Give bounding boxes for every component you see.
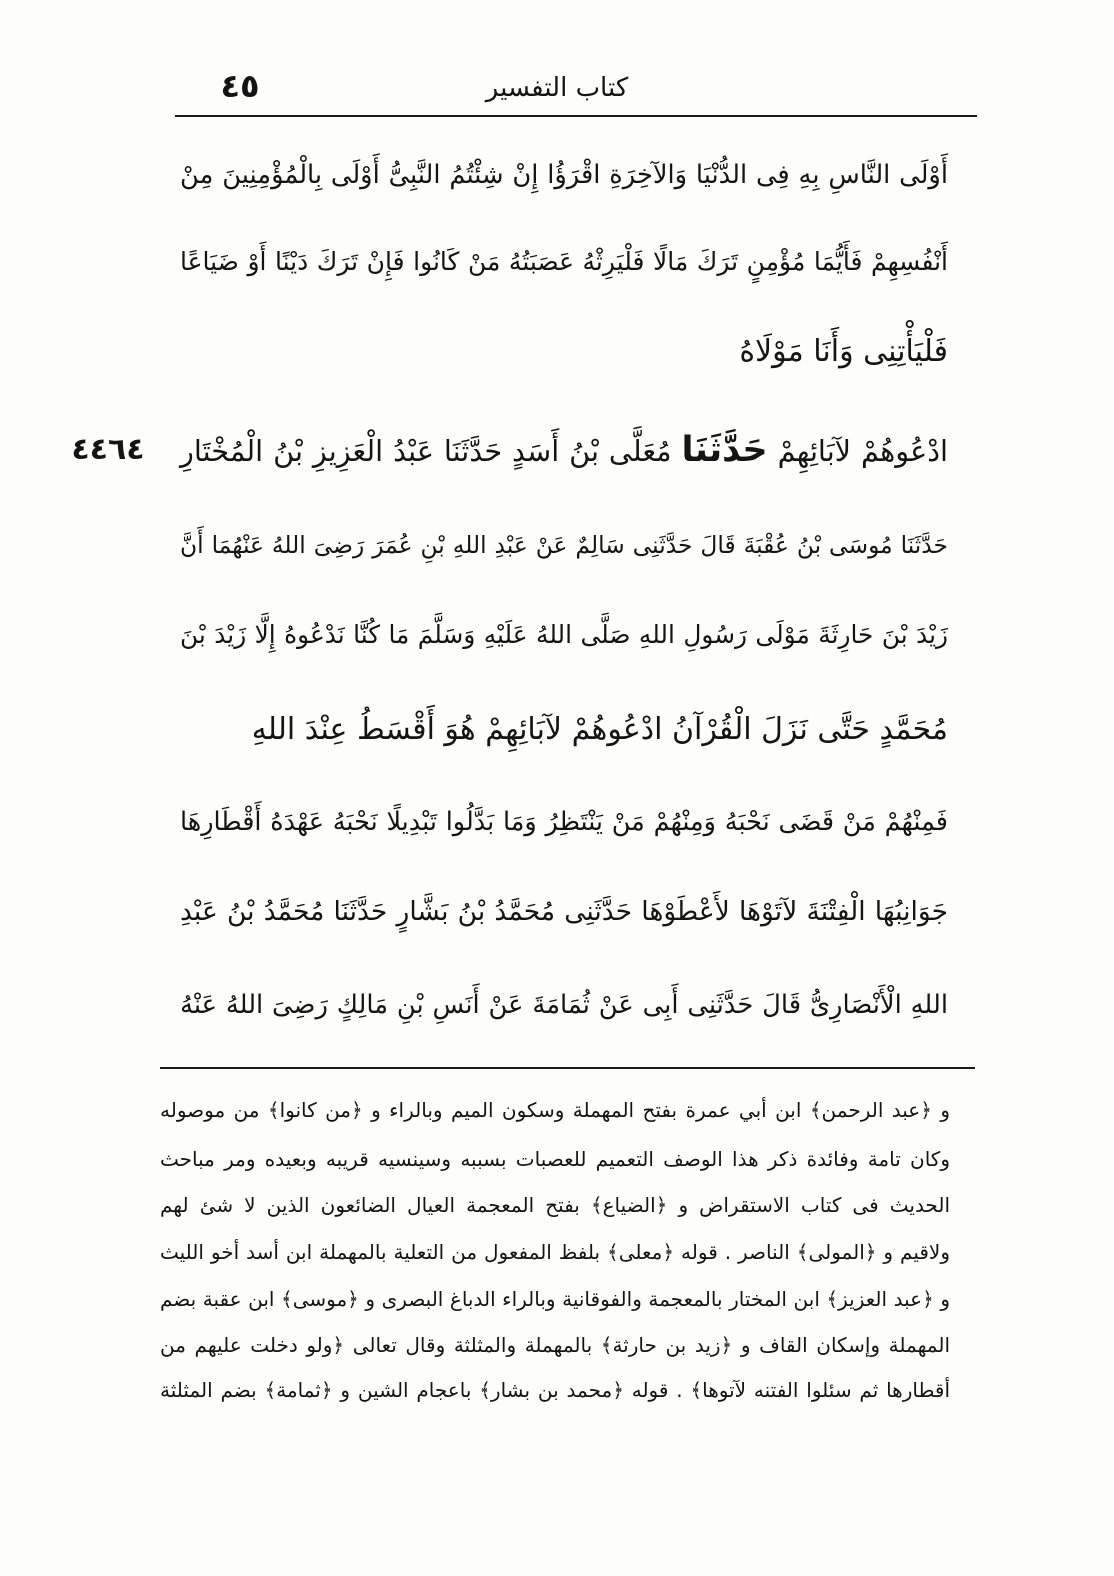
main-text-line-content: زَيْدَ بْنَ حَارِثَةَ مَوْلَى رَسُولِ اللهِ صَلَّى اللهُ عَلَيْهِ وَسَلَّمَ مَا كُنَّا نَدْعُوهُ إِلَّا زَيْدَ بْنَ [180, 620, 948, 649]
page-number: ٤٥ [220, 67, 260, 105]
footnote-line-content: و ﴿عبد العزيز﴾ ابن المختار بالمعجمة والفوقانية وبالراء الدباغ البصرى و ﴿موسى﴾ ابن عقبة بضم [160, 1287, 950, 1311]
main-text-line-content: جَوَانِبُهَا الْفِتْنَةَ لآتَوْهَا لأَعْطَوْهَا حَدَّثَنِى مُحَمَّدُ بْنُ بَشَّارٍ حَدَّثَنَا مُحَمَّدُ بْنُ عَبْدِ [180, 896, 948, 927]
footnote-line-5 [160, 1279, 950, 1319]
footnote-line-6 [160, 1325, 950, 1365]
main-text-line-5 [180, 515, 948, 575]
main-text-line-6 [180, 605, 948, 665]
footnote-line-3 [160, 1185, 950, 1225]
main-text-line-8 [180, 792, 972, 852]
footnote-line-4 [160, 1232, 950, 1272]
main-text-line-content: أَوْلَى النَّاسِ بِهِ فِى الدُّنْيَا وَالآخِرَةِ اقْرَؤُا إِنْ شِئْتُمُ النَّبِىُّ أَوْلَى بِالْمُؤْمِنِينَ مِنْ [180, 160, 948, 190]
hadith-number: ٤٤٦٤ [71, 432, 145, 467]
running-head-title: كتاب التفسير [485, 73, 629, 103]
footnote-line-content: أقطارها ثم سئلوا الفتنه لآتوها﴾ . قوله ﴿محمد بن بشار﴾ باعجام الشين و ﴿ثمامة﴾ بضم المثلثة [160, 1378, 950, 1402]
main-text-line-content [180, 420, 948, 481]
header-rule [175, 115, 977, 117]
main-text-line-content: فَلْيَأْتِنِى وَأَنَا مَوْلَاهُ [739, 334, 948, 369]
footnote-line-7 [160, 1370, 950, 1410]
main-text-line-content: فَمِنْهُمْ مَنْ قَضَى نَحْبَهُ وَمِنْهُمْ مَنْ يَنْتَظِرُ وَمَا بَدَّلُوا تَبْدِيلًا نَحْبَهُ عَهْدَهُ أَقْطَارِهَا [180, 807, 948, 837]
main-text-line-content: اللهِ الْأَنْصَارِىُّ قَالَ حَدَّثَنِى أَبِى عَنْ ثُمَامَةَ عَنْ أَنَسِ بْنِ مَالِكٍ رَضِىَ اللهُ عَنْهُ [180, 990, 948, 1020]
footnote-line-content: المهملة وإسكان القاف و ﴿زيد بن حارثة﴾ بالمهملة والمثلثة وقال تعالى ﴿ولو دخلت عليهم من [160, 1333, 950, 1357]
main-text-line-10 [180, 975, 948, 1035]
main-text-line-1 [180, 145, 948, 205]
main-text-line-content: حَدَّثَنَا مُوسَى بْنُ عُقْبَةَ قَالَ حَدَّثَنِى سَالِمٌ عَنْ عَبْدِ اللهِ بْنِ عُمَرَ رَضِىَ اللهُ عَنْهُمَا أَنَّ [180, 531, 948, 559]
footnote-line-2 [160, 1139, 950, 1179]
isnad-text: مُعَلَّى بْنُ أَسَدٍ حَدَّثَنَا عَبْدُ الْعَزِيزِ بْنُ الْمُخْتَارِ [180, 434, 672, 468]
main-text-line-2 [180, 232, 948, 292]
footnote-line-content: الحديث فى كتاب الاستقراض و ﴿الضياع﴾ بفتح المعجمة العيال الضائعون الذين لا شئ لهم [160, 1193, 950, 1217]
main-text-line-3 [180, 322, 948, 382]
footnote-line-content: و ﴿عبد الرحمن﴾ ابن أبي عمرة بفتح المهملة وسكون الميم وبالراء و ﴿من كانوا﴾ من موصوله [160, 1098, 950, 1122]
main-text-line-4 [180, 420, 948, 480]
footnote-line-1 [160, 1090, 950, 1130]
main-text-line-7 [180, 700, 948, 760]
main-text-line-content: أَنْفُسِهِمْ فَأَيُّمَا مُؤْمِنٍ تَرَكَ مَالًا فَلْيَرِثْهُ عَصَبَتُهُ مَنْ كَانُوا فَإِنْ تَرَكَ دَيْنًا أَوْ ضَيَاعًا [180, 247, 948, 276]
chapter-heading-text: ادْعُوهُمْ لآبَائِهِمْ [777, 434, 948, 468]
footnote-line-content: وكان تامة وفائدة ذكر هذا الوصف التعميم للعصبات بسببه وسينسيه قريبه وبعيده ومر مباحث [160, 1147, 950, 1171]
haddathana-bold-word: حَدَّثَنَا [681, 429, 768, 470]
footnote-rule [160, 1067, 975, 1069]
main-text-line-9 [180, 882, 948, 942]
main-text-line-content: مُحَمَّدٍ حَتَّى نَزَلَ الْقُرْآنُ ادْعُوهُمْ لآبَائِهِمْ هُوَ أَقْسَطُ عِنْدَ اللهِ [251, 712, 948, 747]
footnote-line-content: ولاقيم و ﴿المولى﴾ الناصر . قوله ﴿معلى﴾ بلفظ المفعول من التعلية بالمهملة ابن أسد أخو الليث [160, 1240, 950, 1264]
